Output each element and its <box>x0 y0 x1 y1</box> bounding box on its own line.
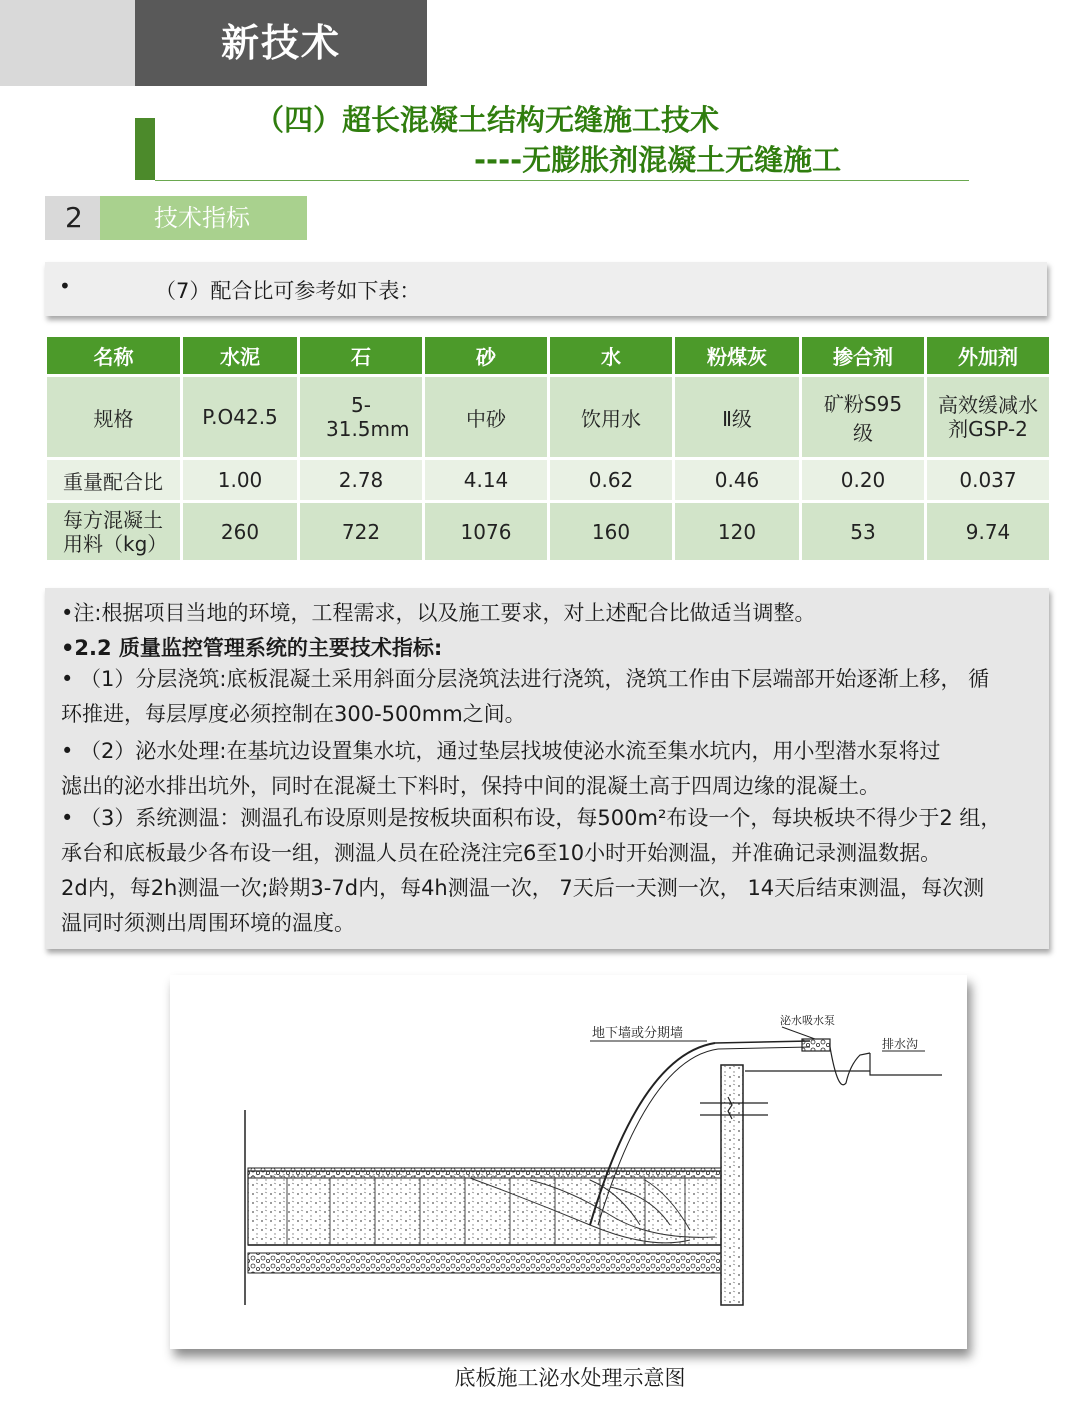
table-cell: 0.62 <box>550 457 672 500</box>
table-cell: 0.46 <box>675 457 799 500</box>
table-cell: Ⅱ级 <box>675 374 799 457</box>
figure-caption: 底板施工泌水处理示意图 <box>454 1366 686 1390</box>
page-title: （四）超长混凝土结构无缝施工技术 <box>255 103 720 137</box>
table-cell: 53 <box>802 500 924 560</box>
mix-ratio-table <box>44 337 1052 560</box>
note-line: • （2）泌水处理:在基坑边设置集水坑，通过垫层找坡使泌水流至集水坑内，用小型潜水泵将过 <box>61 739 941 763</box>
table-cell: 0.20 <box>802 457 924 500</box>
title-accent-bar <box>135 118 155 180</box>
table-header-cell: 粉煤灰 <box>675 337 799 374</box>
section-number: 2 <box>45 196 103 240</box>
section-label: 技术指标 <box>100 196 307 240</box>
bullet-icon: • <box>59 274 71 298</box>
note-line: 温同时须测出周围环境的温度。 <box>61 911 355 935</box>
table-cell: 120 <box>675 500 799 560</box>
header-gray-block <box>0 0 136 86</box>
table-header-cell: 掺合剂 <box>802 337 924 374</box>
table-cell: 重量配合比 <box>47 457 180 500</box>
table-cell: 260 <box>183 500 297 560</box>
label-ditch: 排水沟 <box>882 1037 919 1051</box>
intro-text: （7）配合比可参考如下表： <box>155 279 421 303</box>
table-header-cell: 水 <box>550 337 672 374</box>
table-cell: 矿粉S95级 <box>802 374 924 457</box>
table-header-cell: 水泥 <box>183 337 297 374</box>
note-line: • （1）分层浇筑:底板混凝土采用斜面分层浇筑法进行浇筑，浇筑工作由下层端部开始逐渐上移， 循 <box>61 667 990 691</box>
table-cell: 1076 <box>425 500 547 560</box>
label-wall: 地下墙或分期墙 <box>592 1026 684 1041</box>
table-cell: 中砂 <box>425 374 547 457</box>
subheading: •2.2 质量监控管理系统的主要技术指标: <box>61 636 443 660</box>
table-row <box>47 374 1049 457</box>
table-cell: 722 <box>300 500 422 560</box>
note-line: 承台和底板最少各布设一组，测温人员在砼浇注完6至10小时开始测温，并准确记录测温数据。 <box>61 841 942 865</box>
table-cell: P.O42.5 <box>183 374 297 457</box>
table-cell: 饮用水 <box>550 374 672 457</box>
table-header-row <box>47 337 1049 374</box>
table-row <box>47 500 1049 560</box>
note-line: 滤出的泌水排出坑外，同时在混凝土下料时，保持中间的混凝土高于四周边缘的混凝土。 <box>61 774 880 798</box>
table-header-cell: 名称 <box>47 337 180 374</box>
title-underline <box>155 180 969 181</box>
table-header-cell: 砂 <box>425 337 547 374</box>
bleeding-water-diagram <box>170 975 967 1349</box>
table-cell: 高效缓减水剂GSP-2 <box>927 374 1049 457</box>
table-cell: 1.00 <box>183 457 297 500</box>
note-line: •注:根据项目当地的环境，工程需求，以及施工要求，对上述配合比做适当调整。 <box>61 601 816 625</box>
note-line: 环推进，每层厚度必须控制在300-500mm之间。 <box>61 702 526 726</box>
table-header-cell: 外加剂 <box>927 337 1049 374</box>
table-cell: 4.14 <box>425 457 547 500</box>
table-cell: 每方混凝土用料（kg） <box>47 500 180 560</box>
table-cell: 9.74 <box>927 500 1049 560</box>
note-line: 2d内，每2h测温一次;龄期3-7d内，每4h测温一次， 7天后一天测一次， 14天后结束测温，每次测 <box>61 876 985 900</box>
page-subtitle: ----无膨胀剂混凝土无缝施工 <box>474 143 842 177</box>
table-cell: 规格 <box>47 374 180 457</box>
table-cell: 5-31.5mm <box>300 374 422 457</box>
table-cell: 2.78 <box>300 457 422 500</box>
table-row <box>47 457 1049 500</box>
header-tag: 新技术 <box>135 0 427 86</box>
note-line: • （3）系统测温：测温孔布设原则是按板块面积布设，每500m²布设一个，每块板块不得少于2 组， <box>61 806 1002 830</box>
intro-box <box>45 262 1047 316</box>
label-pump: 泌水吸水泵 <box>780 1014 835 1027</box>
notes-box <box>45 588 1049 949</box>
table-cell: 160 <box>550 500 672 560</box>
table-header-cell: 石 <box>300 337 422 374</box>
table-cell: 0.037 <box>927 457 1049 500</box>
